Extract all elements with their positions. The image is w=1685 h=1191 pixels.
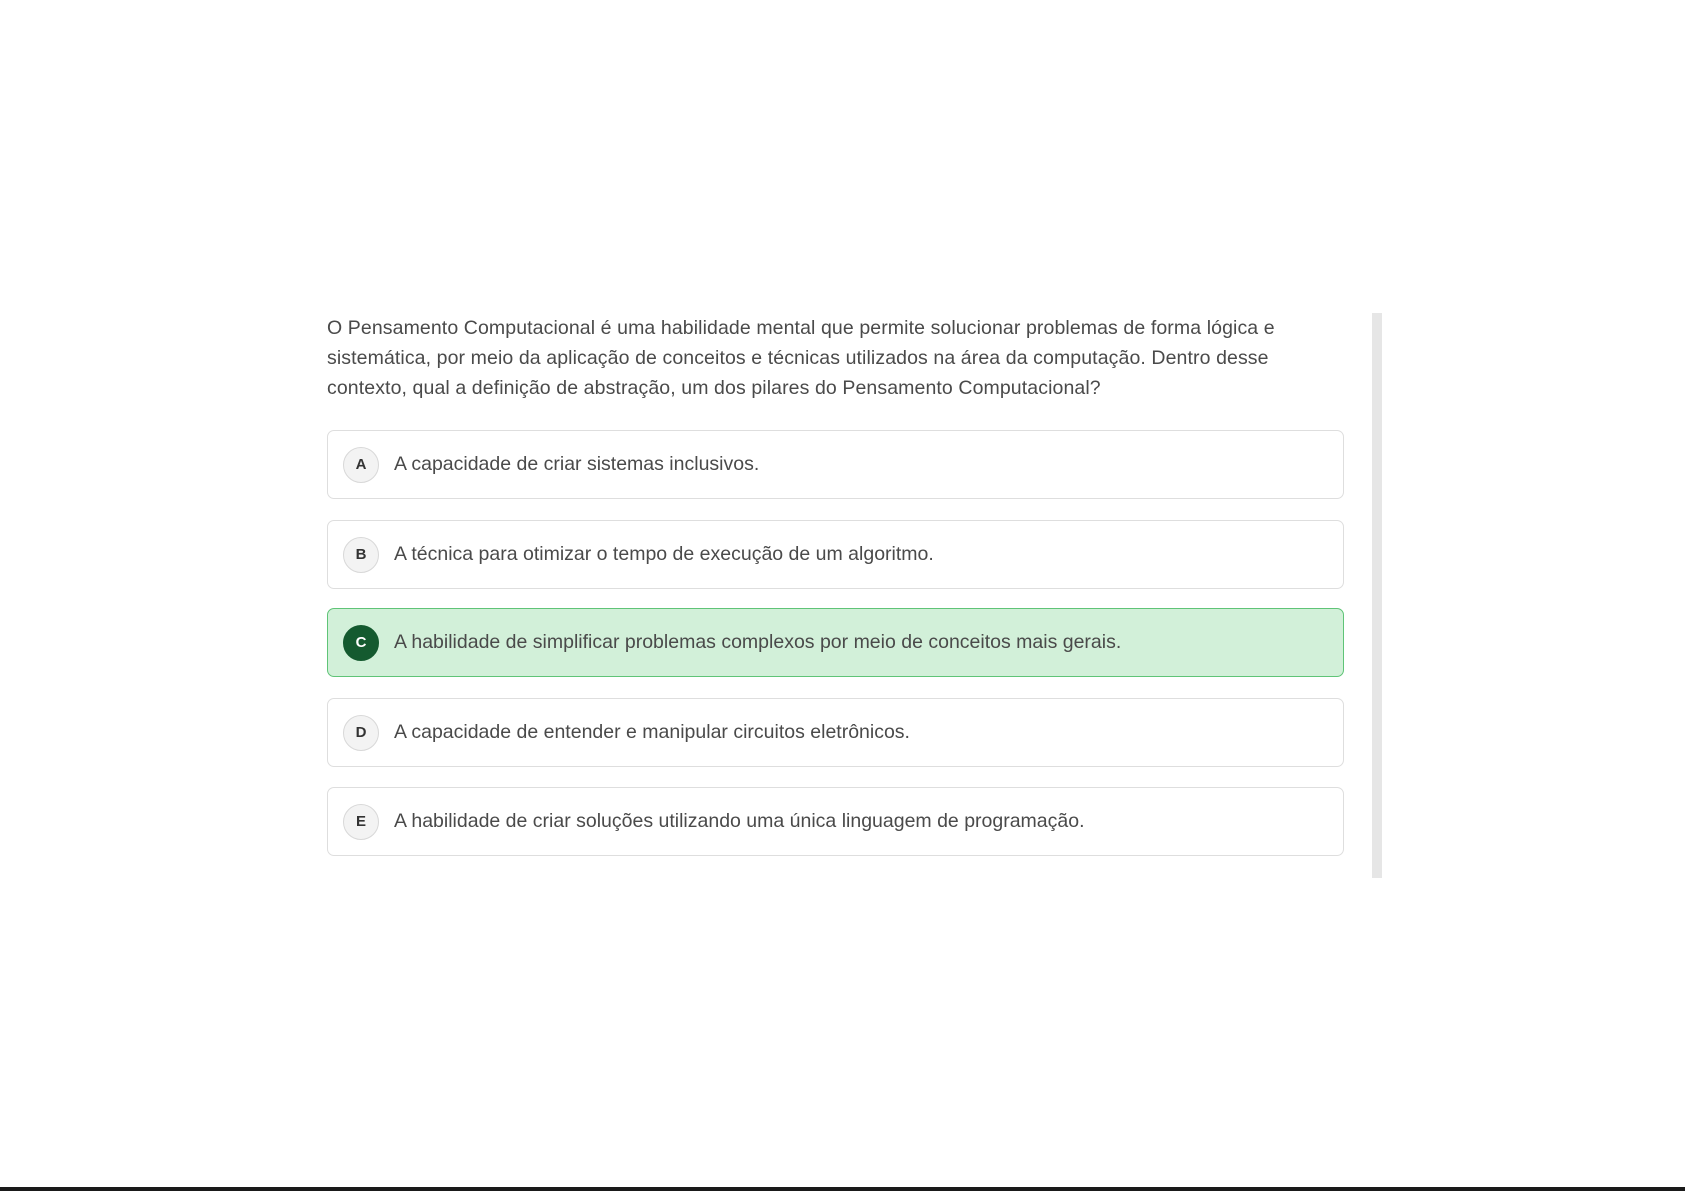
scrollbar[interactable] — [1372, 313, 1382, 878]
option-d[interactable] — [327, 698, 1344, 767]
bottom-border — [0, 1187, 1685, 1191]
option-text: A técnica para otimizar o tempo de execução de um algoritmo. — [394, 543, 934, 565]
option-letter-badge: C — [343, 625, 379, 661]
question-line: sistemática, por meio da aplicação de conceitos e técnicas utilizados na área da computação. Dentro desse — [327, 347, 1269, 369]
question-panel — [327, 313, 1344, 832]
option-text: A habilidade de simplificar problemas complexos por meio de conceitos mais gerais. — [394, 631, 1122, 653]
option-letter-badge: E — [343, 804, 379, 840]
option-letter-badge: B — [343, 537, 379, 573]
option-e[interactable] — [327, 787, 1344, 856]
question-line: contexto, qual a definição de abstração, um dos pilares do Pensamento Computacional? — [327, 377, 1101, 399]
option-text: A habilidade de criar soluções utilizando uma única linguagem de programação. — [394, 810, 1085, 832]
option-c[interactable] — [327, 608, 1344, 677]
option-text: A capacidade de entender e manipular circuitos eletrônicos. — [394, 721, 910, 743]
option-letter-badge: A — [343, 447, 379, 483]
question-text — [327, 313, 1344, 403]
option-b[interactable] — [327, 520, 1344, 589]
option-text: A capacidade de criar sistemas inclusivos. — [394, 453, 760, 475]
question-line: O Pensamento Computacional é uma habilidade mental que permite solucionar problemas de forma lógica e — [327, 317, 1275, 339]
option-letter-badge: D — [343, 715, 379, 751]
option-a[interactable] — [327, 430, 1344, 499]
